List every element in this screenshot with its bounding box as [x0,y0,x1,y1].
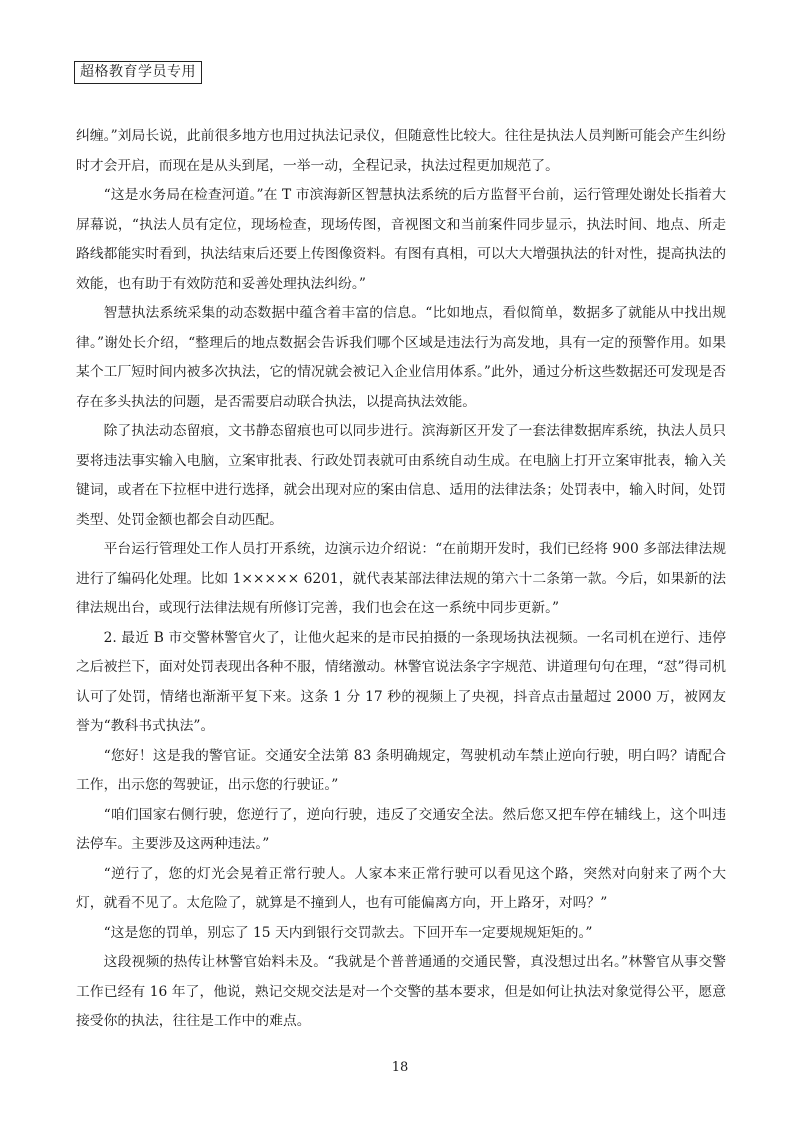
paragraph-10: “这是您的罚单，别忘了 15 天内到银行交罚款去。下回开车一定要规规矩矩的。” [103,924,593,941]
paragraph-8: “咱们国家右侧行驶，您逆行了，逆向行驶，违反了交通安全法。然后您又把车停在辅线上，这个叫违法停车。主要涉及这两种违法。” [76,806,726,852]
page-number: 18 [391,1060,409,1075]
article-body [76,122,726,1037]
paragraph-2: “这是水务局在检查河道。”在 T 市滨海新区智慧执法系统的后方监督平台前，运行管理处谢处长指着大屏幕说，“执法人员有定位，现场检查，现场传图，音视图文和当前案件同步显示，执法时间、地点、所走路线都能实时看到，执法结束后还要上传图像资料。有图有真相，可以大大增强执法的针对性，提高执法的效能，也有助于有效防范和妥善处理执法纠纷。” [76,187,726,292]
paragraph-11: 这段视频的热传让林警官始料未及。“我就是个普普通通的交通民警，真没想过出名。”林警官从事交警工作已经有 16 年了，他说，熟记交规交法是对一个交警的基本要求，但是如何让执法对象觉得公平，愿意接受你的执法，往往是工作中的难点。 [76,954,726,1029]
paragraph-7: “您好！这是我的警官证。交通安全法第 83 条明确规定，驾驶机动车禁止逆向行驶，明白吗？请配合工作，出示您的驾驶证，出示您的行驶证。” [76,747,726,793]
paragraph-5: 平台运行管理处工作人员打开系统，边演示边介绍说：“在前期开发时，我们已经将 900 多部法律法规进行了编码化处理。比如 1××××× 6201，就代表某部法律法规的第六十二条第一款。今后，如果新的法律法规出台，或现行法律法规有所修订完善，我们也会在这一系统中同步更新。” [76,541,726,616]
paragraph-6: 2. 最近 B 市交警林警官火了，让他火起来的是市民拍摄的一条现场执法视频。一名司机在逆行、违停之后被拦下，面对处罚表现出各种不服，情绪激动。林警官说法条字字规范、讲道理句句在理，“怼”得司机认可了处罚，情绪也渐渐平复下来。这条 1 分 17 秒的视频上了央视，抖音点击量超过 2000 万，被网友誉为“教科书式执法”。 [76,629,726,734]
paragraph-1: 纠缠。”刘局长说，此前很多地方也用过执法记录仪，但随意性比较大。往往是执法人员判断可能会产生纠纷时才会开启，而现在是从头到尾，一举一动，全程记录，执法过程更加规范了。 [76,128,726,174]
paragraph-9: “逆行了，您的灯光会晃着正常行驶人。人家本来正常行驶可以看见这个路，突然对向射来了两个大灯，就看不见了。太危险了，就算是不撞到人，也有可能偏离方向，开上路牙，对吗？” [76,865,726,911]
paragraph-4: 除了执法动态留痕，文书静态留痕也可以同步进行。滨海新区开发了一套法律数据库系统，执法人员只要将违法事实输入电脑，立案审批表、行政处罚表就可由系统自动生成。在电脑上打开立案审批表，输入关键词，或者在下拉框中进行选择，就会出现对应的案由信息、适用的法律法条；处罚表中，输入时间，处罚类型、处罚金额也都会自动匹配。 [76,423,726,528]
header-label: 超格教育学员专用 [74,61,202,84]
paragraph-3: 智慧执法系统采集的动态数据中蕴含着丰富的信息。“比如地点，看似简单，数据多了就能从中找出规律。”谢处长介绍，“整理后的地点数据会告诉我们哪个区域是违法行为高发地，具有一定的预警作用。如果某个工厂短时间内被多次执法，它的情况就会被记入企业信用体系。”此外，通过分析这些数据还可发现是否存在多头执法的问题，是否需要启动联合执法，以提高执法效能。 [76,305,726,410]
